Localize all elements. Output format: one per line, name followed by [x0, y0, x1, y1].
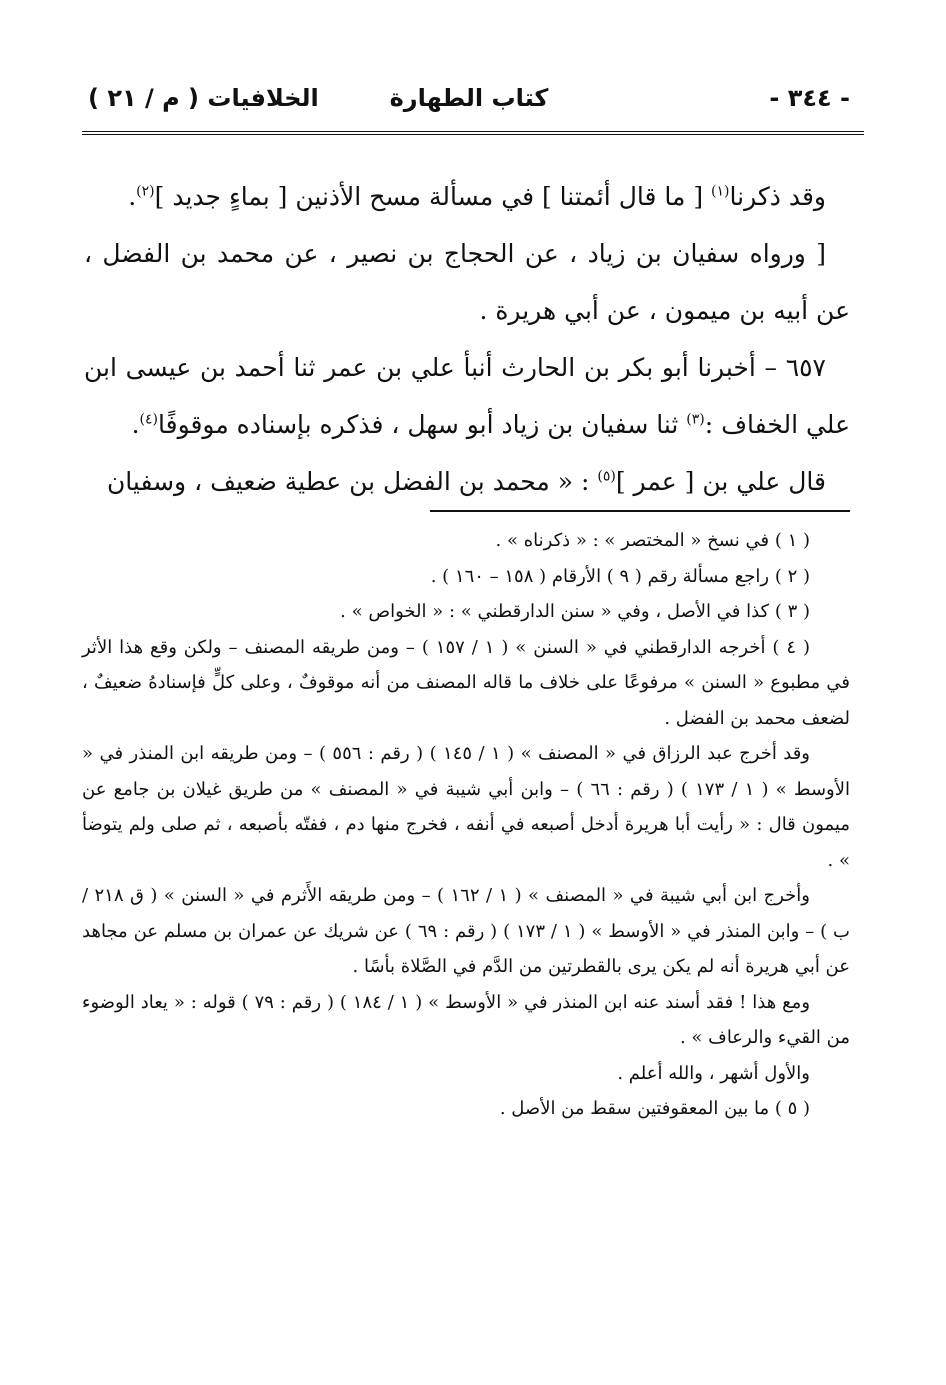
- paragraph-1: [84, 168, 850, 225]
- main-text: [84, 168, 850, 510]
- p3-text-c: .: [131, 410, 140, 439]
- footnote-4-para-4: ومع هذا ! فقد أسند عنه ابن المنذر في « الأوسط » ( ١ / ١٨٤ ) ( رقم : ٧٩ ) قوله : « يعاد الوضوء من القيء والرعاف » .: [82, 991, 850, 1048]
- p4-text-a: قال علي بن [ عمر ]: [615, 467, 826, 496]
- footnote-ref-1: (١): [711, 183, 730, 200]
- p1-text-b: [ ما قال أئمتنا ] في مسألة مسح الأذنين [ بماءٍ جديد ]: [154, 182, 712, 211]
- footnotes: [82, 523, 850, 1127]
- footnote-2: ( ٢ ) راجع مسألة رقم ( ٩ ) الأرقام ( ١٥٨ – ١٦٠ ) .: [430, 565, 810, 587]
- footnote-4-para-5: والأول أشهر ، والله أعلم .: [617, 1062, 810, 1084]
- book-title: كتاب الطهارة: [389, 84, 549, 112]
- header-rule: [82, 131, 864, 135]
- footnote-1: ( ١ ) في نسخ « المختصر » : « ذكرناه » .: [495, 530, 810, 551]
- page-number: - ٣٤٤ -: [769, 84, 850, 112]
- volume-label: الخلافيات ( م / ٢١ ): [88, 84, 319, 112]
- p4-text-b: : « محمد بن الفضل بن عطية ضعيف ، وسفيان: [106, 467, 598, 496]
- p3-text-a: ٦٥٧ – أخبرنا أبو بكر بن الحارث أنبأ علي بن عمر ثنا أحمد بن عيسى ابن علي الخفاف :: [84, 353, 850, 439]
- paragraph-4: [84, 453, 850, 510]
- paragraph-2: [ ورواه سفيان بن زياد ، عن الحجاج بن نصير ، عن محمد بن الفضل ، عن أبيه بن ميمون ، عن أبي هريرة .: [84, 239, 850, 325]
- p1-text-c: .: [128, 182, 137, 211]
- p1-text-a: وقد ذكرنا: [729, 182, 826, 211]
- footnote-ref-5: (٥): [597, 468, 616, 485]
- footnote-3: ( ٣ ) كذا في الأصل ، وفي « سنن الدارقطني » : « الخواص » .: [340, 601, 810, 622]
- footnote-ref-4: (٤): [139, 411, 158, 428]
- footnote-ref-3: (٣): [686, 411, 705, 428]
- p3-text-b: ثنا سفيان بن زياد أبو سهل ، فذكره بإسناده موقوفًا: [158, 410, 687, 439]
- footnote-4-para-3: وأخرج ابن أبي شيبة في « المصنف » ( ١ / ١٦٢ ) – ومن طريقه الأَثرم في « السنن » ( ق ٢١٨ / ب ) – وابن المنذر في « الأوسط » ( ١ / ١٧٣ ) ( رقم : ٦٩ ) عن شريك عن عمران بن مسلم عن مجاهد عن أبي هريرة أنه لم يكن يرى بالقطرتين من الدَّم في الصَّلاة بأسًا .: [82, 885, 850, 977]
- paragraph-3: [84, 339, 850, 453]
- footnote-4: ( ٤ ) أخرجه الدارقطني في « السنن » ( ١ / ١٥٧ ) – ومن طريقه المصنف – ولكن وقع هذا الأثر في مطبوع « السنن » مرفوعًا على خلاف ما قاله المصنف من أنه موقوفٌ ، وعلى كلٍّ فإسنادهُ ضعيفٌ ، لضعف محمد بن الفضل .: [82, 636, 850, 729]
- running-header: [88, 84, 850, 124]
- footnote-ref-2: (٢): [136, 183, 155, 200]
- footnote-separator: [430, 510, 850, 512]
- footnote-4-para-2: وقد أخرج عبد الرزاق في « المصنف » ( ١ / ١٤٥ ) ( رقم : ٥٥٦ ) – ومن طريقه ابن المنذر في « الأوسط » ( ١ / ١٧٣ ) ( رقم : ٦٦ ) – وابن أبي شيبة في « المصنف » من طريق غيلان بن جامع عن ميمون قال : « رأيت أبا هريرة أدخل أصبعه في أنفه ، فخرج منها دم ، ففتّه بأصبعه ، ثم صلى ولم يتوضأ » .: [82, 743, 851, 871]
- footnote-5: ( ٥ ) ما بين المعقوفتين سقط من الأصل .: [499, 1098, 810, 1119]
